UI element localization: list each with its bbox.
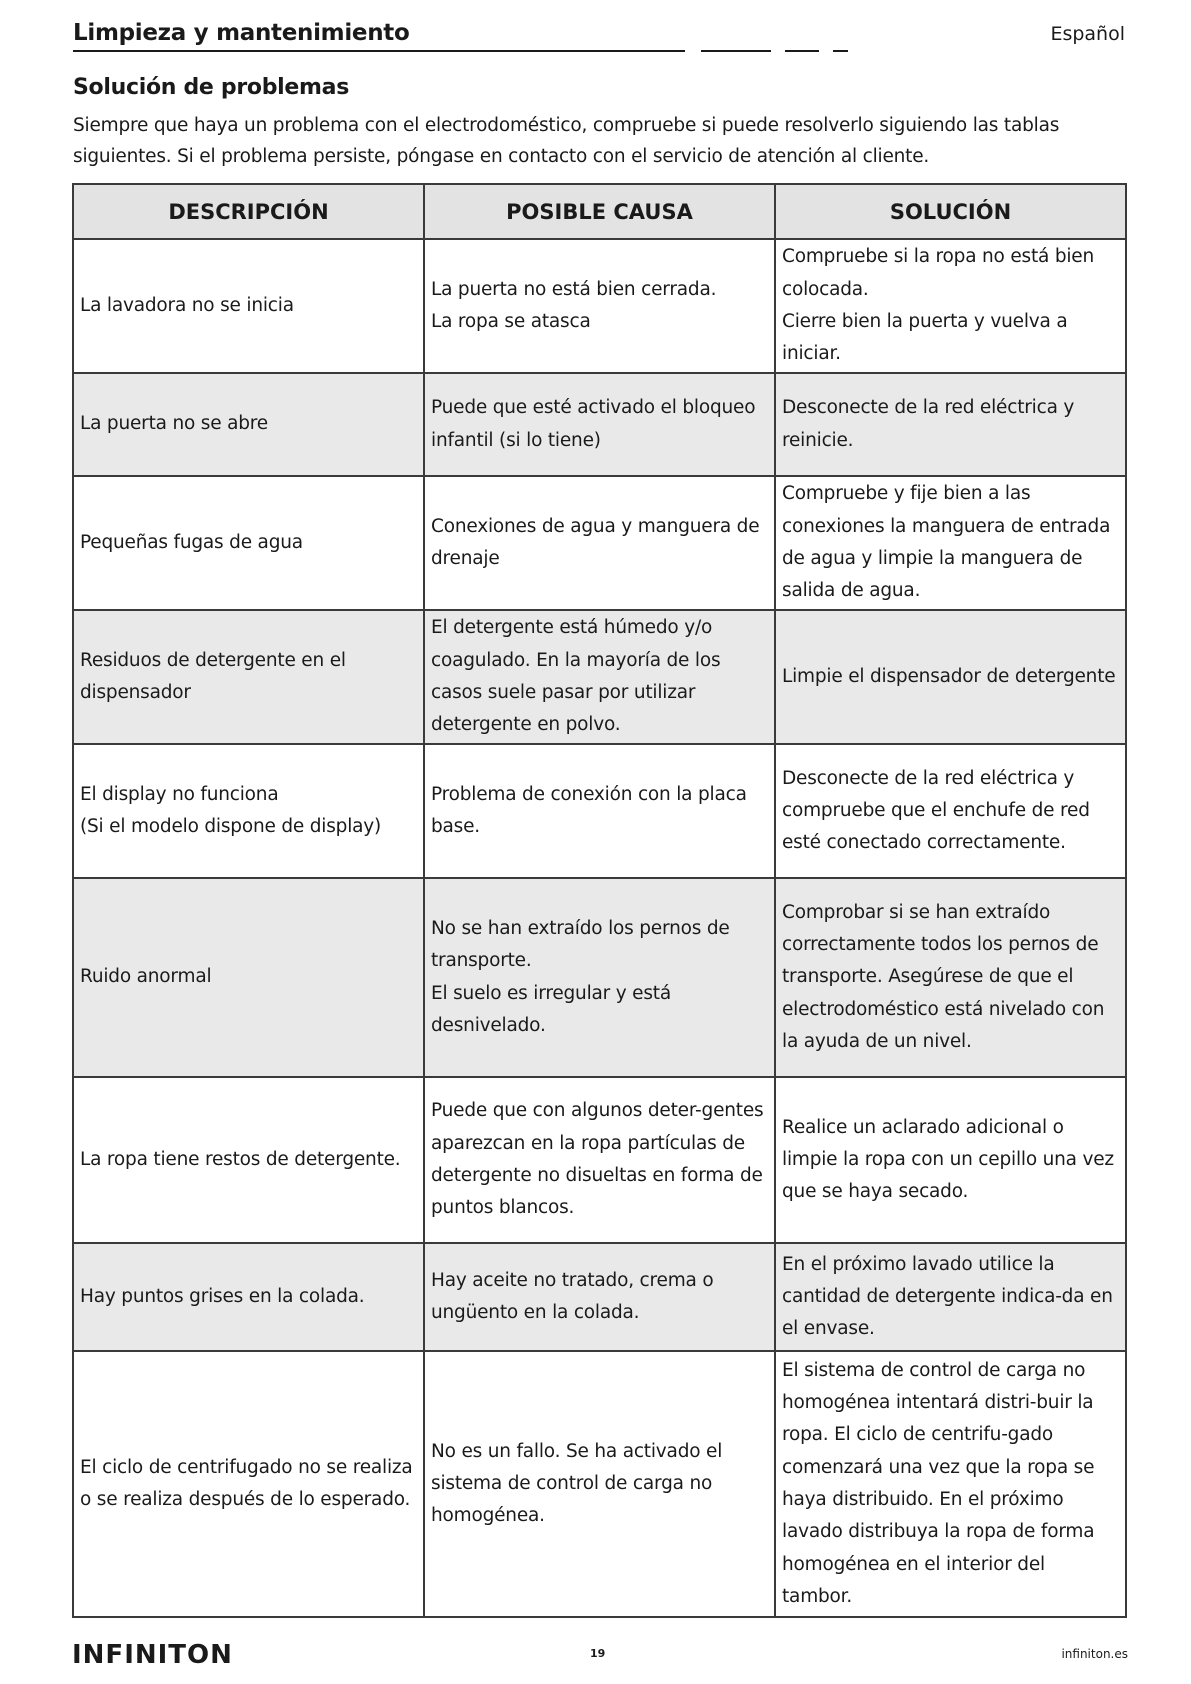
table-row [73, 610, 1126, 744]
description-cell: Ruido anormal [73, 878, 424, 1077]
cause-cell: Conexiones de agua y manguera de drenaje [424, 476, 775, 610]
solution-cell: Compruebe y fije bien a las conexiones la manguera de entrada de agua y limpie la manguera de salida de agua. [775, 476, 1126, 610]
header-dash [785, 50, 819, 52]
header-dash [833, 50, 848, 52]
description-cell: La puerta no se abre [73, 373, 424, 476]
description-cell: El ciclo de centrifugado no se realiza o se realiza después de lo esperado. [73, 1351, 424, 1617]
header-dash [701, 50, 771, 52]
solution-cell: En el próximo lavado utilice la cantidad de detergente indica-da en el envase. [775, 1243, 1126, 1351]
brand-logo: INFINITON [72, 1640, 233, 1670]
description-cell: Pequeñas fugas de agua [73, 476, 424, 610]
description-cell: El display no funciona (Si el modelo dispone de display) [73, 744, 424, 878]
table-row [73, 878, 1126, 1077]
description-cell: Residuos de detergente en el dispensador [73, 610, 424, 744]
intro-paragraph: Siempre que haya un problema con el electrodoméstico, compruebe si puede resolverlo siguiendo las tablas siguientes. Si el problema persiste, póngase en contacto con el servicio de atención al cliente. [73, 115, 1060, 167]
description-cell: Hay puntos grises en la colada. [73, 1243, 424, 1351]
column-header-cause: POSIBLE CAUSA [424, 184, 775, 239]
cause-cell: Problema de conexión con la placa base. [424, 744, 775, 878]
troubleshooting-table [72, 183, 1127, 1618]
solution-cell: Realice un aclarado adicional o limpie la ropa con un cepillo una vez que se haya secado. [775, 1077, 1126, 1243]
solution-cell: Comprobar si se han extraído correctamente todos los pernos de transporte. Asegúrese de que el electrodoméstico está nivelado con la ayuda de un nivel. [775, 878, 1126, 1077]
cause-cell: Hay aceite no tratado, crema o ungüento en la colada. [424, 1243, 775, 1351]
solution-cell: Limpie el dispensador de detergente [775, 610, 1126, 744]
subsection-title: Solución de problemas [73, 75, 349, 100]
cause-cell: No se han extraído los pernos de transporte. El suelo es irregular y está desnivelado. [424, 878, 775, 1077]
language-label: Español [1050, 23, 1125, 45]
solution-cell: Desconecte de la red eléctrica y compruebe que el enchufe de red esté conectado correctamente. [775, 744, 1126, 878]
table-row [73, 744, 1126, 878]
table-row [73, 476, 1126, 610]
cause-cell: Puede que con algunos deter-gentes aparezcan en la ropa partículas de detergente no disueltas en forma de puntos blancos. [424, 1077, 775, 1243]
description-cell: La lavadora no se inicia [73, 239, 424, 373]
solution-cell: Desconecte de la red eléctrica y reinicie. [775, 373, 1126, 476]
solution-cell: Compruebe si la ropa no está bien colocada. Cierre bien la puerta y vuelva a iniciar. [775, 239, 1126, 373]
column-header-description: DESCRIPCIÓN [73, 184, 424, 239]
description-cell: La ropa tiene restos de detergente. [73, 1077, 424, 1243]
cause-cell: El detergente está húmedo y/o coagulado. En la mayoría de los casos suele pasar por utilizar detergente en polvo. [424, 610, 775, 744]
column-header-solution: SOLUCIÓN [775, 184, 1126, 239]
page-header [73, 18, 1125, 58]
page-number: 19 [590, 1647, 606, 1660]
table-row [73, 373, 1126, 476]
website-link: infiniton.es [1061, 1647, 1128, 1661]
table-row [73, 239, 1126, 373]
table-header-row [73, 184, 1126, 239]
header-rule [73, 50, 685, 52]
table-row [73, 1077, 1126, 1243]
table-row [73, 1351, 1126, 1617]
table-row [73, 1243, 1126, 1351]
solution-cell: El sistema de control de carga no homogénea intentará distri-buir la ropa. El ciclo de centrifu-gado comenzará una vez que la ropa se haya distribuido. En el próximo lavado distribuya la ropa de forma homogénea en el interior del tambor. [775, 1351, 1126, 1617]
section-title: Limpieza y mantenimiento [73, 20, 410, 46]
cause-cell: La puerta no está bien cerrada. La ropa se atasca [424, 239, 775, 373]
cause-cell: No es un fallo. Se ha activado el sistema de control de carga no homogénea. [424, 1351, 775, 1617]
cause-cell: Puede que esté activado el bloqueo infantil (si lo tiene) [424, 373, 775, 476]
